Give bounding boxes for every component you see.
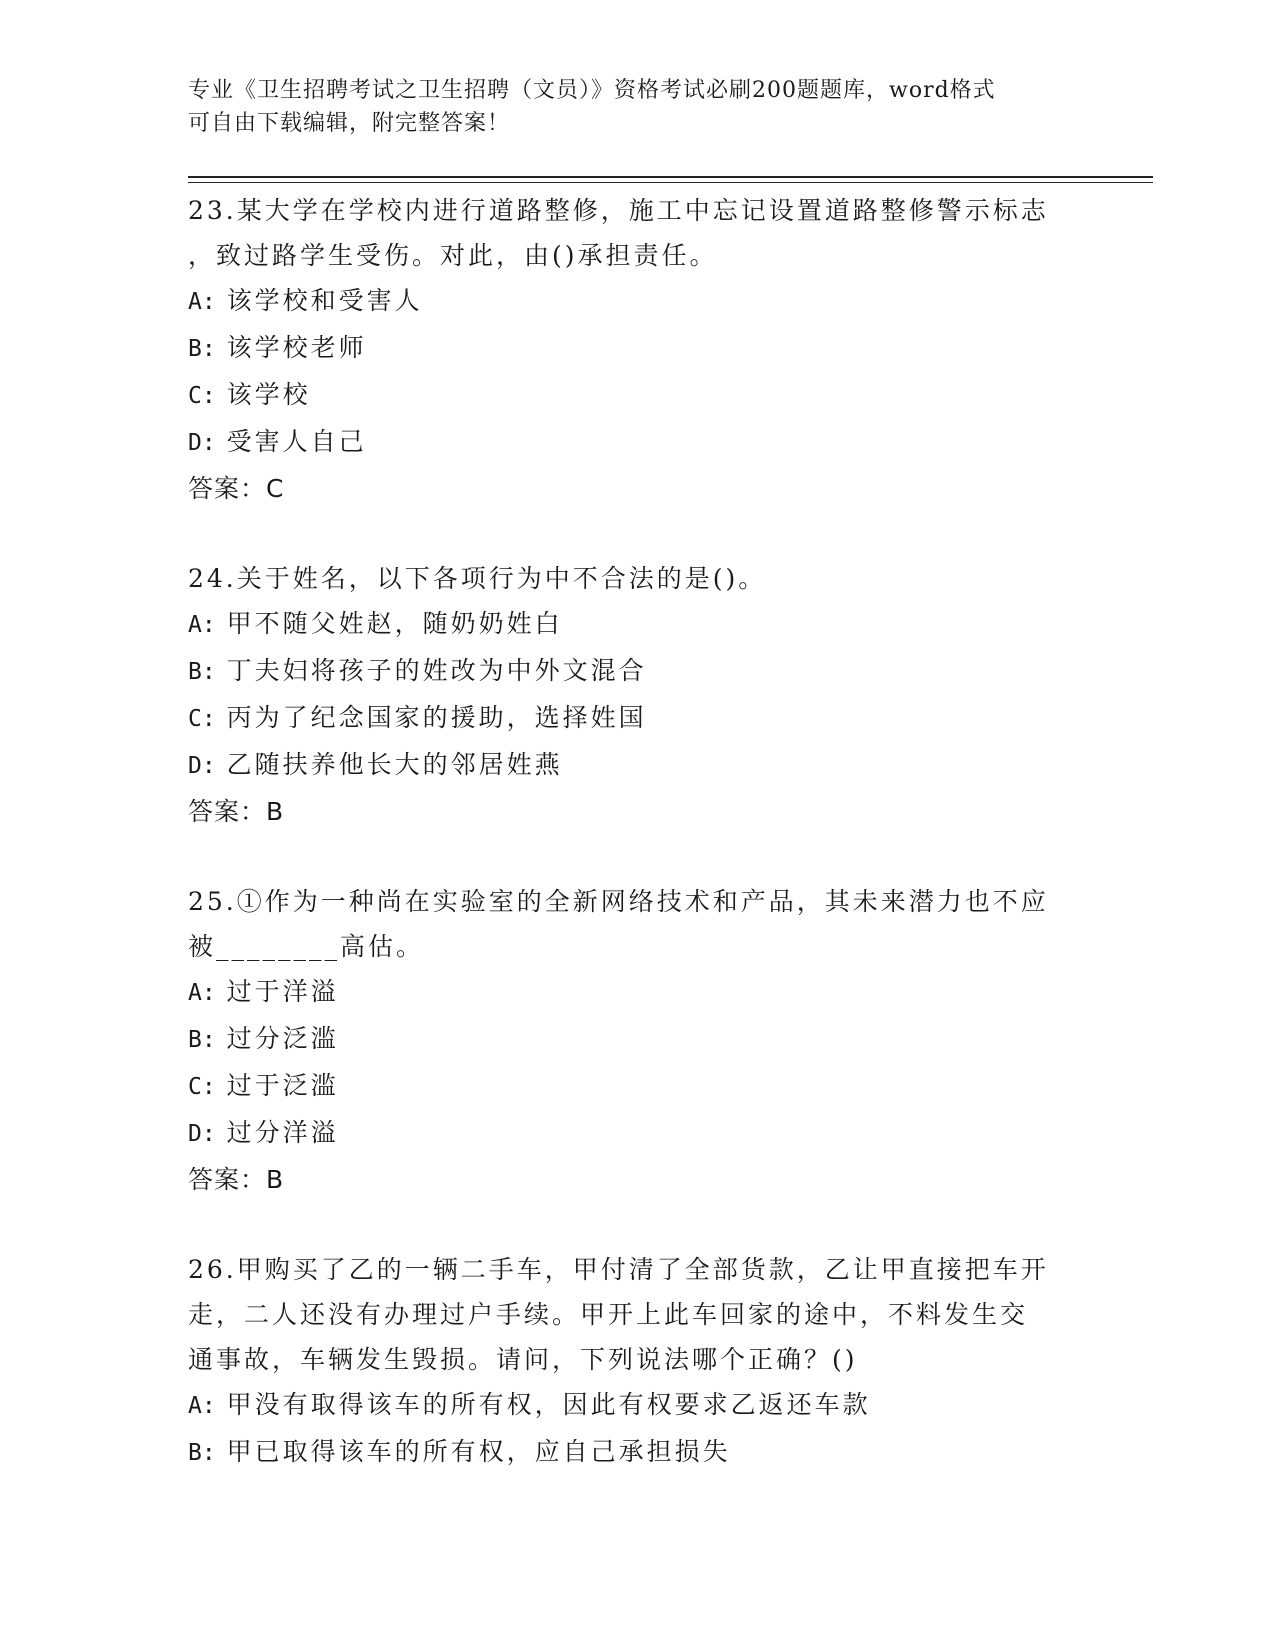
option-text: 该学校老师 (226, 333, 367, 362)
option-letter: C: (188, 383, 216, 409)
option-c (188, 695, 1078, 742)
question-spacer (188, 834, 1078, 879)
header-line-1: 专业《卫生招聘考试之卫生招聘（文员）》资格考试必刷200题题库，word格式 (188, 78, 996, 103)
option-text: 甲已取得该车的所有权，应自己承担损失 (226, 1437, 731, 1466)
option-text: 丁夫妇将孩子的姓改为中外文混合 (226, 656, 647, 685)
option-letter: B: (188, 1440, 216, 1466)
option-letter: D: (188, 1121, 216, 1147)
option-text: 过分洋溢 (226, 1118, 339, 1147)
option-letter: A: (188, 289, 216, 315)
option-letter: D: (188, 430, 216, 456)
option-text: 乙随扶养他长大的邻居姓燕 (226, 750, 563, 779)
page-header (188, 74, 1068, 140)
option-d (188, 419, 1078, 466)
option-letter: A: (188, 980, 216, 1006)
option-b (188, 648, 1078, 695)
option-letter: B: (188, 1027, 216, 1053)
question-25 (188, 879, 1078, 1202)
option-text: 受害人自己 (226, 427, 367, 456)
question-26 (188, 1247, 1078, 1476)
question-text: 25.①作为一种尚在实验室的全新网络技术和产品，其未来潜力也不应 (188, 887, 1049, 916)
question-text: ，致过路学生受伤。对此，由()承担责任。 (188, 241, 718, 270)
option-b (188, 325, 1078, 372)
option-text: 丙为了纪念国家的援助，选择姓国 (226, 703, 647, 732)
answer-line: 答案：C (188, 474, 285, 503)
question-23 (188, 188, 1078, 511)
option-a (188, 278, 1078, 325)
question-spacer (188, 1202, 1078, 1247)
option-d (188, 1110, 1078, 1157)
option-letter: D: (188, 753, 216, 779)
question-text: 23.某大学在学校内进行道路整修，施工中忘记设置道路整修警示标志 (188, 196, 1049, 225)
header-rule-thick (188, 176, 1153, 178)
question-24 (188, 556, 1078, 834)
question-text: 走，二人还没有办理过户手续。甲开上此车回家的途中，不料发生交 (188, 1300, 1029, 1329)
option-letter: B: (188, 659, 216, 685)
option-letter: B: (188, 336, 216, 362)
question-text: 24.关于姓名，以下各项行为中不合法的是()。 (188, 564, 767, 593)
option-letter: C: (188, 706, 216, 732)
question-spacer (188, 511, 1078, 556)
option-d (188, 742, 1078, 789)
question-list (188, 188, 1078, 1476)
option-b (188, 1016, 1078, 1063)
option-text: 甲不随父姓赵，随奶奶姓白 (226, 609, 563, 638)
option-text: 过于洋溢 (226, 977, 339, 1006)
option-a (188, 601, 1078, 648)
option-c (188, 372, 1078, 419)
option-text: 甲没有取得该车的所有权，因此有权要求乙返还车款 (226, 1390, 871, 1419)
option-text: 该学校和受害人 (226, 286, 423, 315)
option-text: 过分泛滥 (226, 1024, 339, 1053)
option-text: 该学校 (226, 380, 311, 409)
option-a (188, 969, 1078, 1016)
header-line-2: 可自由下载编辑，附完整答案！ (188, 111, 511, 136)
question-text: 被________高估。 (188, 932, 425, 961)
answer-line: 答案：B (188, 1165, 285, 1194)
option-text: 过于泛滥 (226, 1071, 339, 1100)
option-a (188, 1382, 1078, 1429)
option-c (188, 1063, 1078, 1110)
option-letter: A: (188, 612, 216, 638)
question-text: 通事故，车辆发生毁损。请问，下列说法哪个正确？() (188, 1345, 858, 1374)
option-letter: C: (188, 1074, 216, 1100)
option-letter: A: (188, 1393, 216, 1419)
option-b (188, 1429, 1078, 1476)
answer-line: 答案：B (188, 797, 285, 826)
question-text: 26.甲购买了乙的一辆二手车，甲付清了全部货款，乙让甲直接把车开 (188, 1255, 1049, 1284)
header-rule-thin (188, 182, 1153, 183)
